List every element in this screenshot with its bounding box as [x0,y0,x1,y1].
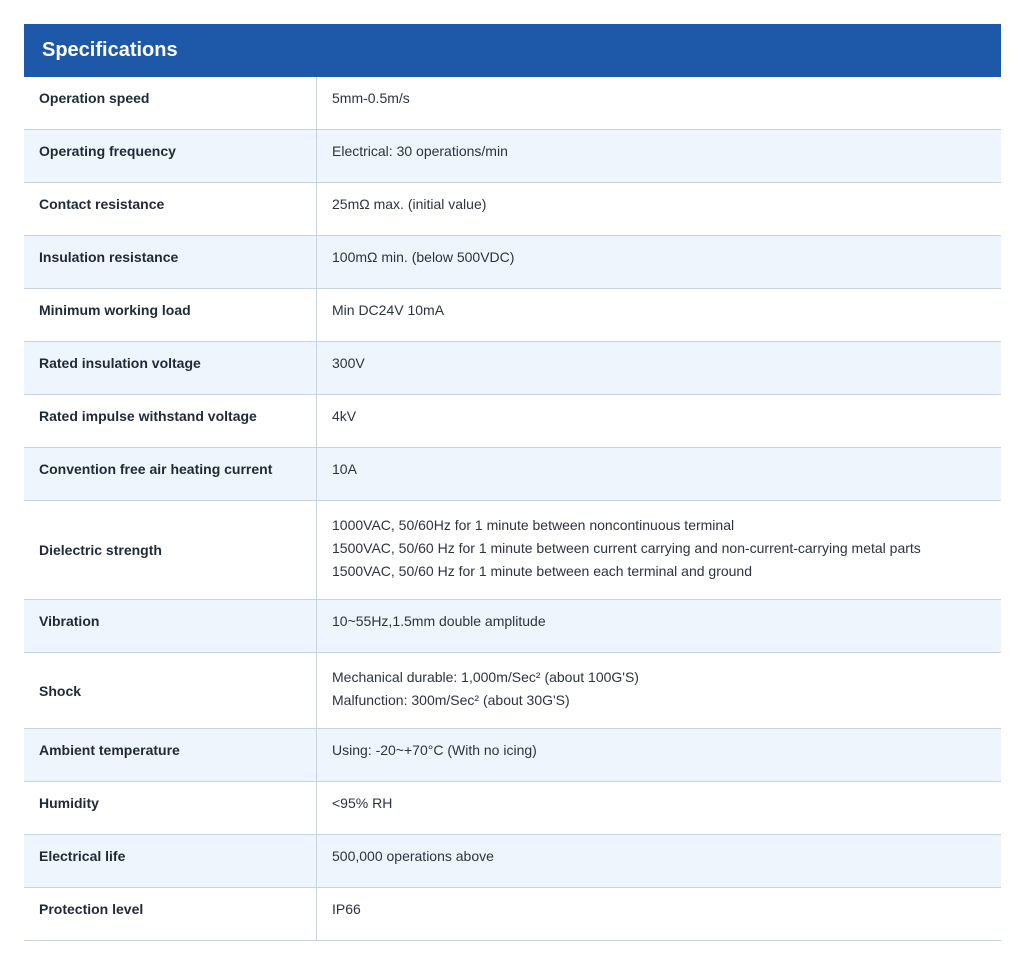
spec-row-dielectric-strength [24,501,1001,600]
spec-row-vibration [24,600,1001,653]
spec-label: Electrical life [24,835,317,887]
spec-value [317,183,1001,235]
spec-value [317,236,1001,288]
spec-value-line: <95% RH [332,795,393,811]
spec-row-contact-resistance [24,183,1001,236]
spec-label: Insulation resistance [24,236,317,288]
spec-value-line: 10A [332,461,357,477]
spec-value [317,448,1001,500]
specifications-table [24,24,1001,941]
spec-row-operating-frequency [24,130,1001,183]
spec-row-humidity [24,782,1001,835]
spec-row-minimum-working-load [24,289,1001,342]
spec-label: Dielectric strength [24,501,317,599]
spec-value-line: Using: -20~+70°C (With no icing) [332,742,537,758]
spec-value-line: 1500VAC, 50/60 Hz for 1 minute between each terminal and ground [332,563,752,579]
spec-value-line: 300V [332,355,365,371]
spec-value [317,130,1001,182]
spec-value-line: 4kV [332,408,357,424]
spec-label: Contact resistance [24,183,317,235]
spec-row-operation-speed [24,77,1001,130]
spec-row-electrical-life [24,835,1001,888]
spec-value-line: Electrical: 30 operations/min [332,143,508,159]
spec-value-line: Malfunction: 300m/Sec² (about 30G'S) [332,692,570,708]
spec-value [317,77,1001,129]
spec-label: Rated insulation voltage [24,342,317,394]
spec-label: Humidity [24,782,317,834]
spec-label: Protection level [24,888,317,940]
spec-value-line: 25mΩ max. (initial value) [332,196,487,212]
spec-value-line: 5mm-0.5m/s [332,90,410,106]
spec-value-line: 10~55Hz,1.5mm double amplitude [332,613,546,629]
spec-value [317,289,1001,341]
spec-row-rated-insulation-voltage [24,342,1001,395]
spec-value [317,395,1001,447]
spec-row-protection-level [24,888,1001,941]
spec-value-line: 100mΩ min. (below 500VDC) [332,249,515,265]
spec-value-line: 500,000 operations above [332,848,494,864]
spec-label: Operating frequency [24,130,317,182]
spec-row-convention-free-air-heating-current [24,448,1001,501]
spec-value [317,600,1001,652]
spec-value [317,888,1001,940]
spec-value [317,342,1001,394]
spec-value-line: 1000VAC, 50/60Hz for 1 minute between noncontinuous terminal [332,517,735,533]
spec-value [317,835,1001,887]
spec-row-insulation-resistance [24,236,1001,289]
spec-value-line: Mechanical durable: 1,000m/Sec² (about 100G'S) [332,669,639,685]
spec-value-line: Min DC24V 10mA [332,302,445,318]
specifications-header [24,24,1001,77]
spec-label: Rated impulse withstand voltage [24,395,317,447]
spec-row-rated-impulse-withstand-voltage [24,395,1001,448]
spec-value [317,729,1001,781]
spec-label: Shock [24,653,317,728]
spec-row-shock [24,653,1001,729]
spec-label: Operation speed [24,77,317,129]
spec-row-ambient-temperature [24,729,1001,782]
specifications-title: Specifications [42,39,178,61]
spec-label: Minimum working load [24,289,317,341]
spec-value-line: 1500VAC, 50/60 Hz for 1 minute between current carrying and non-current-carrying metal parts [332,540,921,556]
spec-label: Ambient temperature [24,729,317,781]
spec-label: Vibration [24,600,317,652]
spec-value [317,653,1001,728]
spec-label: Convention free air heating current [24,448,317,500]
spec-value [317,782,1001,834]
spec-value-line: IP66 [332,901,361,917]
spec-value [317,501,1001,599]
